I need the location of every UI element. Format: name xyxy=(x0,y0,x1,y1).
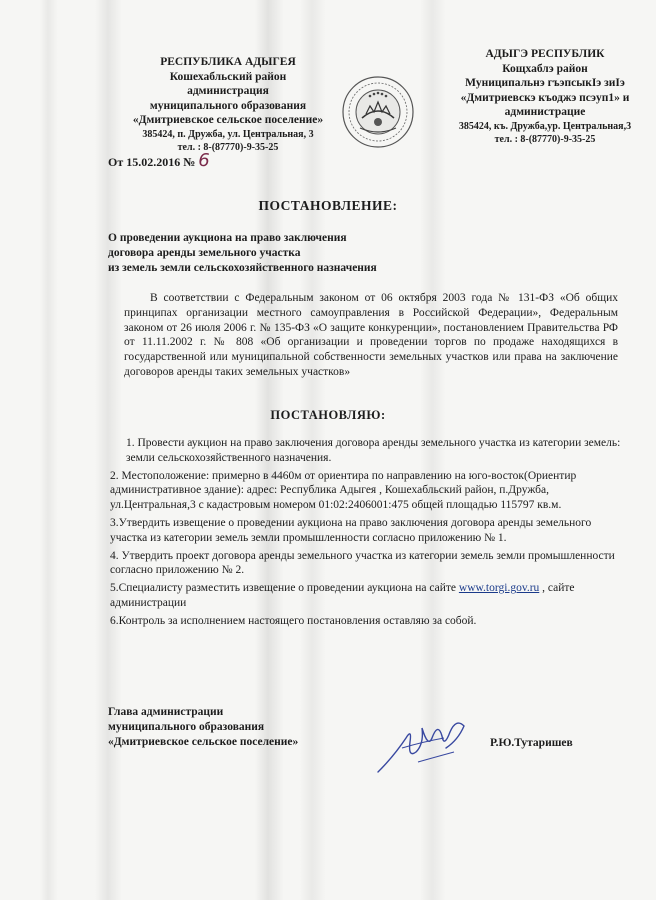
header-left-address: 385424, п. Дружба, ул. Центральная, 3 xyxy=(142,128,314,140)
resolution-item-5 xyxy=(110,581,630,611)
header-right-address: 385424, къ. Дружба,ур. Центральная,3 xyxy=(458,120,632,132)
header-left-phone: тел. : 8-(87770)-9-35-25 xyxy=(177,141,279,153)
resolve-heading: ПОСТАНОВЛЯЮ: xyxy=(270,408,386,422)
header-right-line5: администрацие xyxy=(504,106,586,118)
resolution-items xyxy=(110,436,630,632)
sign-line3: «Дмитриевское сельское поселение» xyxy=(108,736,299,748)
preamble-text: В соответствии с Федеральным законом от 06 октября 2003 года № 131-ФЗ «Об общих принципах организации местного самоуправления в Российской Федерации», Федеральным законом от 26 июля 2006 г. № 135-ФЗ «О защите конкуренции», постановлением Правительства РФ от 11.11.2002 г. № 808 «Об организации и проведении торгов по продаже находящихся в государственной или муниципальной собственности земельных участков или права на заключение договоров аренды таких земельных участков» xyxy=(124,292,618,378)
header-left-line3: администрация xyxy=(187,85,269,97)
header-right xyxy=(440,47,650,146)
handwritten-signature xyxy=(372,708,480,780)
header-left-line2: Кошехабльский район xyxy=(169,70,287,83)
sign-line1: Глава администрации xyxy=(108,706,224,718)
item-5-text-after: , сайте администрации xyxy=(110,582,575,609)
resolution-item-6: 6.Контроль за исполнением настоящего постановления оставляю за собой. xyxy=(110,614,477,627)
document-subject xyxy=(108,231,408,276)
resolution-item-4: 4. Утвердить проект договора аренды земельного участка из категории земель земли промышленности согласно приложению № 2. xyxy=(110,549,615,577)
header-left-line1: РЕСПУБЛИКА АДЫГЕЯ xyxy=(160,56,296,68)
torgi-link[interactable]: www.torgi.gov.ru xyxy=(458,582,540,595)
preamble-paragraph xyxy=(124,291,618,380)
item-5-text-before: 5.Специалисту разместить извещение о проведении аукциона на сайте xyxy=(110,582,459,595)
subject-line1: О проведении аукциона на право заключения xyxy=(108,232,347,244)
resolution-item-2: 2. Местоположение: примерно в 4460м от ориентира по направлению на юго-восток(Ориентир административное здание): адрес: Республика Адыгея , Кошехабльский район, п.Дружба, ул.Центральная,3 с кадастровым номером 01:02:2406001:475 общей площадью 115797 кв.м. xyxy=(110,469,577,512)
signer-name: Р.Ю.Тутаришев xyxy=(490,737,573,749)
header-left-line4: муниципального образования xyxy=(149,99,307,112)
subject-line3: из земель земли сельскохозяйственного назначения xyxy=(108,262,377,274)
header-left-line5: «Дмитриевское сельское поселение» xyxy=(132,114,324,126)
header-right-line1: АДЫГЭ РЕСПУБЛИК xyxy=(485,48,605,60)
subject-line2: договора аренды земельного участка xyxy=(108,247,301,259)
document-number: 6 xyxy=(198,150,210,171)
signature-block xyxy=(108,705,348,750)
document-date xyxy=(108,150,210,171)
header-right-line2: Кощхаблэ район xyxy=(502,62,588,75)
header-right-phone: тел. : 8-(87770)-9-35-25 xyxy=(494,133,596,145)
coat-of-arms-emblem xyxy=(340,74,416,150)
header-right-line3: Муниципальнэ гъэпсыкIэ зиIэ xyxy=(465,77,625,89)
resolution-item-1: 1. Провести аукцион на право заключения договора аренды земельного участка из категории земель: земли сельскохозяйственного назначения. xyxy=(126,437,621,464)
document-title: ПОСТАНОВЛЕНИЕ: xyxy=(258,198,398,213)
date-label: От 15.02.2016 № xyxy=(108,155,196,169)
header-left xyxy=(108,55,348,154)
header-right-line4: «Дмитриевскэ къоджэ псэуп1» и xyxy=(460,91,630,104)
sign-line2: муниципального образования xyxy=(108,721,265,733)
resolution-item-3: 3.Утвердить извещение о проведении аукциона на право заключения договора аренды земельного участка из категории земель земли промышленности согласно приложению № 1. xyxy=(110,516,592,544)
